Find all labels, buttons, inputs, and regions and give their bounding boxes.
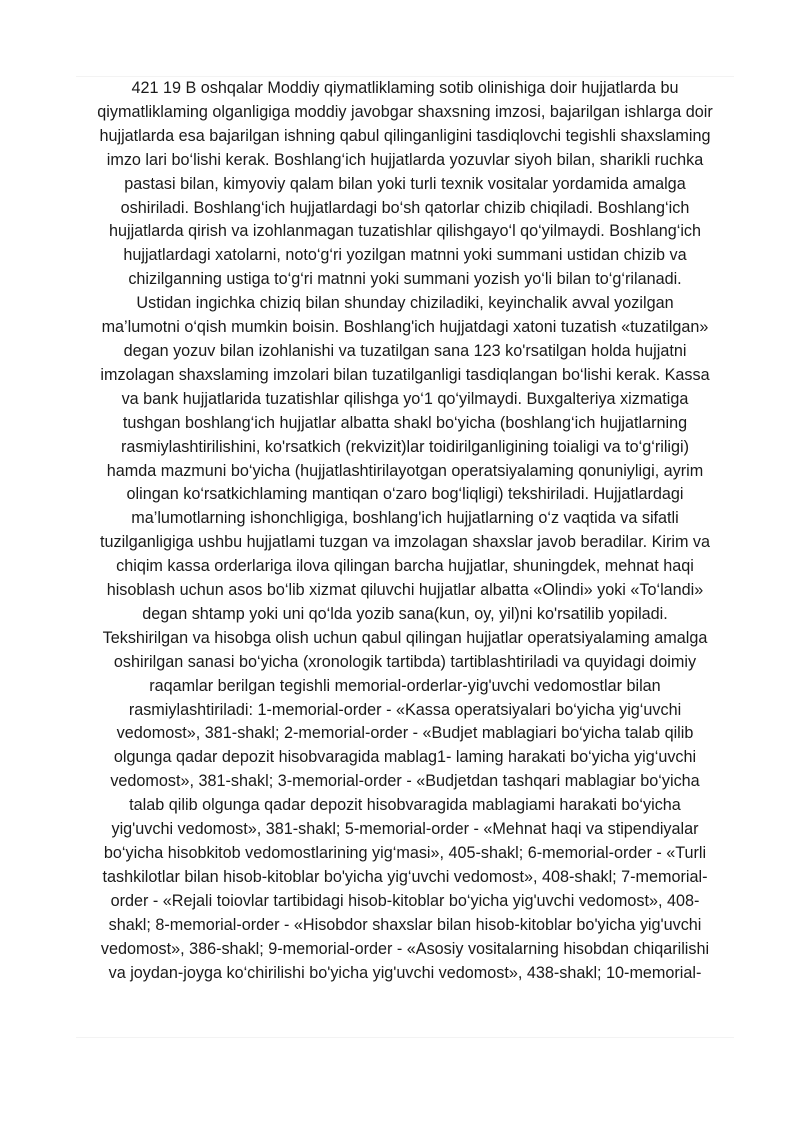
text-line: vedomost», 386-shakl; 9-memorial-order - «Asosiy vositalarning hisobdan chiqarilishi <box>100 939 710 958</box>
text-line: hujjatlarda esa bajarilgan ishning qabul qilinganligini tasdiqlovchi tegishli shaxslaming <box>99 126 711 145</box>
document-page <box>76 76 734 1038</box>
text-line: qiymatliklaming olganligiga moddiy javobgar shaxsning imzosi, bajarilgan ishlarga doir <box>97 102 713 121</box>
text-line: chiqim kassa orderlariga ilova qilingan barcha hujjatlar, shuningdek, mehnat haqi <box>116 557 694 576</box>
body-paragraph <box>76 77 734 985</box>
text-line: hamda mazmuni bo‘yicha (hujjatlashtirilayotgan operatsiyalaming qonuniyligi, ayrim <box>106 461 704 480</box>
text-line: imzo lari bo‘lishi kerak. Boshlang‘ich hujjatlarda yozuvlar siyoh bilan, sharikli ruchka <box>106 150 704 169</box>
text-line: degan yozuv bilan izohlanishi va tuzatilgan sana 123 ko'rsatilgan holda hujjatni <box>123 341 687 360</box>
text-line: talab qilib olgunga qadar depozit hisobvaragida mablagiami harakati bo‘yicha <box>129 796 681 815</box>
text-line: Tekshirilgan va hisobga olish uchun qabul qilingan hujjatlar operatsiyalaming amalga <box>102 628 708 647</box>
text-line: 421 19 B oshqalar Moddiy qiymatliklaming sotib olinishiga doir hujjatlarda bu <box>131 79 679 97</box>
text-line: va joydan-joyga ko‘chirilishi bo'yicha yig'uvchi vedomost», 438-shakl; 10-memorial- <box>108 963 702 982</box>
text-line: rasmiylashtiriladi: 1-memorial-order - «Kassa operatsiyalari bo‘yicha yig‘uvchi <box>128 700 682 719</box>
text-line: raqamlar berilgan tegishli memorial-orderlar-yig'uvchi vedomostlar bilan <box>149 676 661 695</box>
text-line: ma’lumotni o‘qish mumkin boisin. Boshlang'ich hujjatdagi xatoni tuzatish «tuzatilgan» <box>101 318 709 337</box>
text-line: tashkilotlar bilan hisob-kitoblar bo'yicha yig‘uvchi vedomost», 408-shakl; 7-memorial- <box>102 867 708 886</box>
text-line: chizilganning ustiga to‘g‘ri matnni yoki summani yozish yo‘li bilan to‘g‘rilanadi. <box>128 270 682 289</box>
text-line: imzolagan shaxslaming imzolari bilan tuzatilganligi tasdiqlangan bo‘lishi kerak. Kassa <box>100 365 710 384</box>
text-line: olgunga qadar depozit hisobvaragida mablag1- laming harakati bo‘yicha yig‘uvchi <box>113 748 697 767</box>
text-line: tuzilganligiga ushbu hujjatlami tuzgan va imzolagan shaxslar javob beradilar. Kirim va <box>99 533 711 552</box>
text-line: degan shtamp yoki uni qo‘lda yozib sana(kun, oy, yil)ni ko'rsatilib yopiladi. <box>142 604 668 623</box>
text-line: shakl; 8-memorial-order - «Hisobdor shaxslar bilan hisob-kitoblar bo'yicha yig'uvchi <box>108 915 702 934</box>
text-line: pastasi bilan, kimyoviy qalam bilan yoki turli texnik vositalar yordamida amalga <box>124 174 686 193</box>
text-line: va bank hujjatlarida tuzatishlar qilishga yo‘1 qo‘yilmaydi. Buxgalteriya xizmatiga <box>121 389 689 408</box>
text-line: oshiriladi. Boshlang‘ich hujjatlardagi bo‘sh qatorlar chizib chiqiladi. Boshlang‘ich <box>120 198 690 217</box>
text-line: hujjatlarda qirish va izohlanmagan tuzatishlar qilishgayo‘l qo‘yilmaydi. Boshlang‘ich <box>108 222 702 241</box>
text-line: hisoblash uchun asos bo‘lib xizmat qiluvchi hujjatlar albatta «Olindi» yoki «To‘landi» <box>106 581 704 600</box>
text-line: ma’lumotlarning ishonchligiga, boshlang'ich hujjatlarning o‘z vaqtida va sifatli <box>131 509 679 528</box>
text-line: bo‘yicha hisobkitob vedomostlarining yig‘masi», 405-shakl; 6-memorial-order - «Turli <box>103 844 707 862</box>
text-line: olingan ko‘rsatkichlaming mantiqan o‘zaro bog‘liqligi) tekshiriladi. Hujjatlardagi <box>126 485 684 504</box>
text-line: yig'uvchi vedomost», 381-shakl; 5-memorial-order - «Mehnat haqi va stipendiyalar <box>111 820 699 839</box>
text-line: order - «Rejali toiovlar tartibidagi hisob-kitoblar bo‘yicha yig'uvchi vedomost», 408- <box>110 891 700 910</box>
text-line: Ustidan ingichka chiziq bilan shunday chiziladiki, keyinchalik avval yozilgan <box>136 294 674 313</box>
text-line: vedomost», 381-shakl; 3-memorial-order - «Budjetdan tashqari mablagiar bo‘yicha <box>110 772 700 791</box>
text-line: hujjatlardagi xatolarni, noto‘g‘ri yozilgan matnni yoki summani ustidan chizib va <box>123 246 687 265</box>
text-line: tushgan boshlang‘ich hujjatlar albatta shakl bo‘yicha (boshlang‘ich hujjatlarning <box>122 413 688 432</box>
text-line: vedomost», 381-shakl; 2-memorial-order - «Budjet mablagiari bo‘yicha talab qilib <box>116 724 694 743</box>
text-line: oshirilgan sanasi bo‘yicha (xronologik tartibda) tartiblashtiriladi va quyidagi doimiy <box>113 652 697 671</box>
text-line: rasmiylashtirilishini, ko'rsatkich (rekvizit)lar toidirilganligining toialigi va to‘g‘riligi) <box>120 437 690 456</box>
